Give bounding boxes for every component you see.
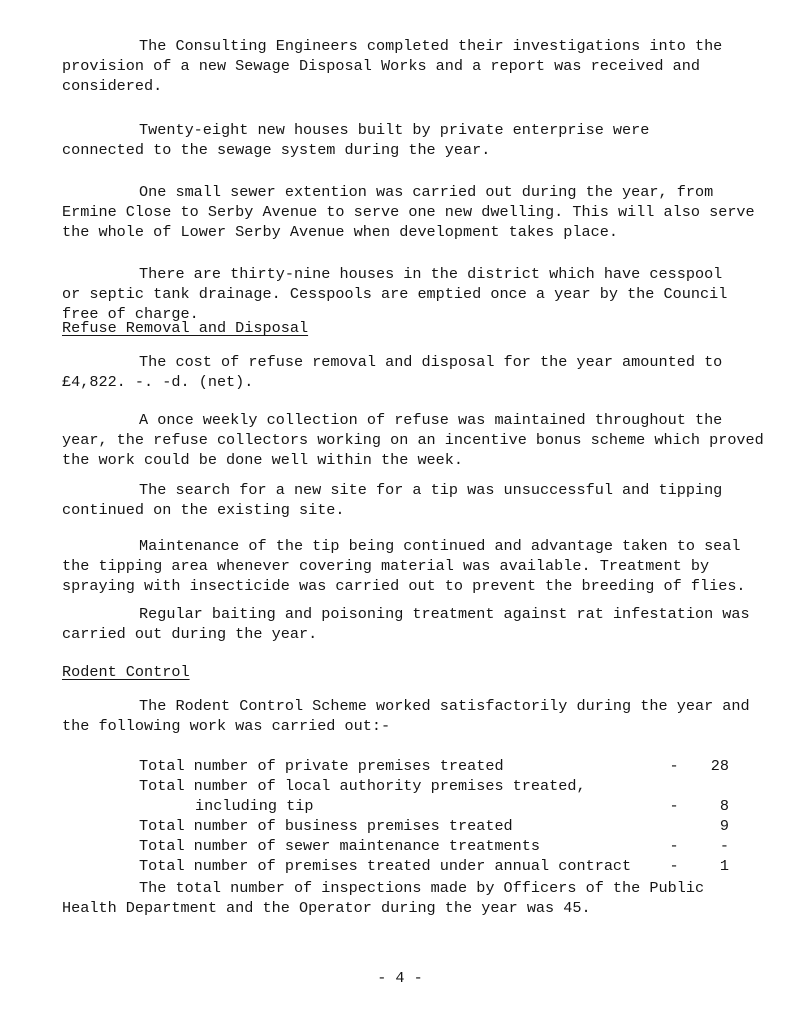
row-dash: - — [669, 797, 679, 815]
text-line: connected to the sewage system during the year. — [62, 141, 491, 159]
row-label: Total number of premises treated under annual contract — [139, 857, 632, 875]
text-line: Health Department and the Operator during the year was 45. — [62, 899, 591, 917]
table-row — [139, 856, 729, 876]
table-row — [139, 816, 729, 836]
table-row — [139, 836, 729, 856]
paragraph-sewer-extension — [62, 182, 768, 242]
row-dash: - — [669, 857, 679, 875]
text-line: the whole of Lower Serby Avenue when development takes place. — [62, 223, 618, 241]
paragraph-cesspools — [62, 264, 768, 324]
paragraph-tip-maintenance — [62, 536, 768, 596]
text-line: the following work was carried out:- — [62, 717, 391, 735]
text-line: The total number of inspections made by Officers of the Public — [139, 879, 705, 897]
row-value: 28 — [710, 757, 729, 775]
section-heading-rodent: Rodent Control — [62, 663, 190, 681]
text-line: £4,822. -. -d. (net). — [62, 373, 254, 391]
text-line: year, the refuse collectors working on an incentive bonus scheme which proved — [62, 431, 764, 449]
paragraph-sewage-works — [62, 36, 768, 96]
paragraph-new-houses — [62, 120, 768, 160]
text-line: spraying with insecticide was carried out to prevent the breeding of flies. — [62, 577, 746, 595]
paragraph-refuse-cost — [62, 352, 768, 392]
row-label: including tip — [195, 797, 314, 815]
table-row — [139, 776, 729, 796]
paragraph-rodent-scheme — [62, 696, 768, 736]
text-line: The Consulting Engineers completed their investigations into the — [139, 37, 723, 55]
rodent-treatment-table — [139, 756, 729, 876]
paragraph-inspections-total — [62, 878, 768, 918]
row-dash: - — [669, 837, 679, 855]
row-value: 9 — [719, 817, 729, 835]
text-line: carried out during the year. — [62, 625, 318, 643]
text-line: free of charge. — [62, 305, 199, 323]
page-number: - 4 - — [377, 969, 423, 987]
text-line: One small sewer extention was carried out during the year, from — [139, 183, 714, 201]
text-line: The search for a new site for a tip was unsuccessful and tipping — [139, 481, 723, 499]
row-value: 8 — [719, 797, 729, 815]
row-label: Total number of local authority premises treated, — [139, 777, 586, 795]
text-line: Maintenance of the tip being continued and advantage taken to seal — [139, 537, 741, 555]
paragraph-refuse-collection — [62, 410, 768, 470]
row-value: - — [719, 837, 729, 855]
paragraph-tip-site — [62, 480, 768, 520]
text-line: considered. — [62, 77, 163, 95]
text-line: A once weekly collection of refuse was maintained throughout the — [139, 411, 723, 429]
text-line: or septic tank drainage. Cesspools are emptied once a year by the Council — [62, 285, 728, 303]
text-line: the work could be done well within the week. — [62, 451, 464, 469]
section-heading-refuse: Refuse Removal and Disposal — [62, 319, 309, 337]
text-line: Twenty-eight new houses built by private enterprise were — [139, 121, 650, 139]
text-line: Ermine Close to Serby Avenue to serve one new dwelling. This will also serve — [62, 203, 755, 221]
row-label: Total number of private premises treated — [139, 757, 504, 775]
paragraph-rat-baiting — [62, 604, 768, 644]
row-label: Total number of sewer maintenance treatments — [139, 837, 541, 855]
text-line: The cost of refuse removal and disposal for the year amounted to — [139, 353, 723, 371]
text-line: The Rodent Control Scheme worked satisfactorily during the year and — [139, 697, 750, 715]
row-dash: - — [669, 757, 679, 775]
text-line: continued on the existing site. — [62, 501, 345, 519]
table-row — [139, 756, 729, 776]
text-line: the tipping area whenever covering material was available. Treatment by — [62, 557, 710, 575]
text-line: provision of a new Sewage Disposal Works and a report was received and — [62, 57, 700, 75]
text-line: There are thirty-nine houses in the district which have cesspool — [139, 265, 723, 283]
row-value: 1 — [719, 857, 729, 875]
row-label: Total number of business premises treated — [139, 817, 513, 835]
table-row — [139, 796, 729, 816]
text-line: Regular baiting and poisoning treatment against rat infestation was — [139, 605, 750, 623]
